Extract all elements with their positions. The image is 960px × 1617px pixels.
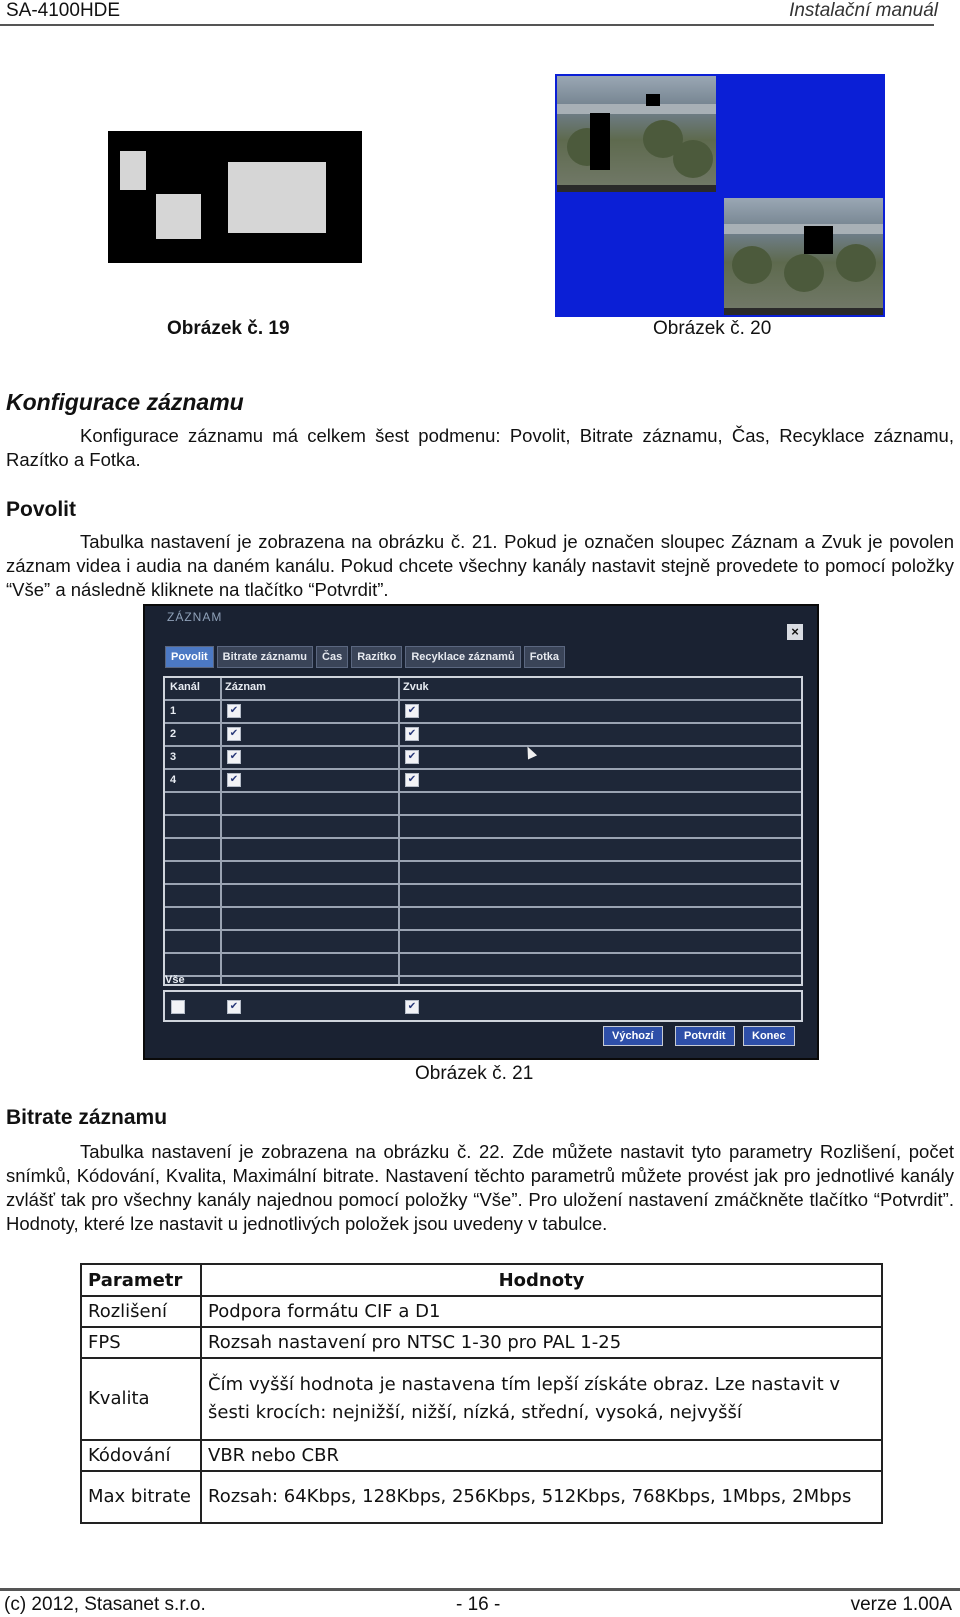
checkbox-record[interactable]: ✔ (227, 750, 241, 764)
checkbox-record[interactable]: ✔ (227, 773, 241, 787)
header-doc-title: Instalační manuál (789, 0, 938, 21)
privacy-mask (646, 94, 660, 106)
table-cell-value: Čím vyšší hodnota je nastavena tím lepší získáte obraz. Lze nastavit v šesti krocích: nejnižší, nižší, nízká, střední, vysoká, nejvyšší (201, 1358, 882, 1440)
table-row (81, 1327, 882, 1358)
section-text-povolit (6, 530, 954, 602)
checkbox-all-channels[interactable] (171, 1000, 185, 1014)
footer-copyright: (c) 2012, Stasanet s.r.o. (4, 1594, 206, 1615)
checkbox-audio[interactable]: ✔ (405, 773, 419, 787)
header-divider (0, 24, 934, 26)
header-model: SA-4100HDE (6, 0, 121, 21)
figure-19-caption: Obrázek č. 19 (167, 318, 290, 339)
dialog-title: ZÁZNAM (167, 610, 223, 624)
column-header-kanal: Kanál (170, 681, 200, 693)
checkbox-audio[interactable]: ✔ (405, 750, 419, 764)
column-header-zaznam: Záznam (225, 681, 266, 693)
channel-number: 3 (170, 751, 177, 763)
section-heading-povolit: Povolit (6, 498, 77, 521)
checkbox-record[interactable]: ✔ (227, 727, 241, 741)
default-button[interactable]: Výchozí (603, 1026, 663, 1046)
section-heading-konfigurace: Konfigurace záznamu (6, 389, 244, 415)
mask-block (228, 162, 326, 233)
checkbox-all-audio[interactable]: ✔ (405, 1000, 419, 1014)
channel-grid (163, 676, 803, 986)
table-header-hodnoty: Hodnoty (201, 1264, 882, 1296)
table-row (81, 1440, 882, 1471)
tab-razitko[interactable]: Razítko (351, 646, 402, 668)
section-text-konfigurace (6, 424, 954, 472)
figure-20-caption: Obrázek č. 20 (653, 318, 772, 339)
figure-21-caption: Obrázek č. 21 (415, 1063, 534, 1084)
table-row (81, 1471, 882, 1523)
privacy-mask (590, 113, 610, 170)
confirm-button[interactable]: Potvrdit (675, 1026, 735, 1046)
footer-divider (0, 1588, 960, 1591)
checkbox-audio[interactable]: ✔ (405, 704, 419, 718)
checkbox-audio[interactable]: ✔ (405, 727, 419, 741)
figure-21-record-dialog (143, 604, 819, 1060)
table-cell-value: VBR nebo CBR (201, 1440, 882, 1471)
tab-bitrate[interactable]: Bitrate záznamu (217, 646, 313, 668)
dialog-tabs (165, 646, 568, 666)
table-cell-value: Rozsah nastavení pro NTSC 1-30 pro PAL 1-25 (201, 1327, 882, 1358)
tab-povolit[interactable]: Povolit (165, 646, 214, 668)
privacy-mask (804, 226, 833, 254)
table-row (81, 1296, 882, 1327)
table-cell-value: Podpora formátu CIF a D1 (201, 1296, 882, 1327)
table-cell-param: Max bitrate (81, 1471, 201, 1523)
camera-view-1 (557, 76, 716, 192)
all-row (163, 990, 803, 1022)
figure-19-mask-areas (108, 131, 362, 263)
checkbox-record[interactable]: ✔ (227, 704, 241, 718)
column-header-zvuk: Zvuk (403, 681, 429, 693)
channel-number: 2 (170, 728, 177, 740)
section-heading-bitrate: Bitrate záznamu (6, 1106, 168, 1129)
figure-20-camera-quad (555, 74, 885, 317)
mask-block (156, 194, 201, 239)
close-icon[interactable]: × (787, 624, 803, 640)
table-header-parametr: Parametr (81, 1264, 201, 1296)
mask-block (120, 151, 146, 190)
table-row (81, 1358, 882, 1440)
exit-button[interactable]: Konec (743, 1026, 795, 1046)
table-cell-param: Kvalita (81, 1358, 201, 1440)
table-cell-value: Rozsah: 64Kbps, 128Kbps, 256Kbps, 512Kbps, 768Kbps, 1Mbps, 2Mbps (201, 1471, 882, 1523)
camera-view-4 (724, 198, 883, 315)
bitrate-parameter-table (80, 1263, 883, 1524)
tab-recyklace[interactable]: Recyklace záznamů (405, 646, 520, 668)
table-header-row (81, 1264, 882, 1296)
paragraph-text: Konfigurace záznamu má celkem šest podmenu: Povolit, Bitrate záznamu, Čas, Recyklace záznamu, Razítko a Fotka. (6, 425, 954, 470)
paragraph-text: Tabulka nastavení je zobrazena na obrázku č. 22. Zde můžete nastavit tyto parametry Rozlišení, počet snímků, Kódování, Kvalita, Maximální bitrate. Nastavení těchto parametrů můžete provést jak pro jednotlivé kanály zvlášť tak pro všechny kanály najednou pomocí položky “Vše”. Pro uložení nastavení zmáčkněte tlačítko “Potvrdit”. Hodnoty, které lze nastavit u jednotlivých položek jsou uvedeny v tabulce. (6, 1141, 954, 1234)
channel-number: 1 (170, 705, 177, 717)
footer-version: verze 1.00A (850, 1594, 952, 1615)
all-label: Vše (165, 974, 185, 986)
table-cell-param: Kódování (81, 1440, 201, 1471)
mouse-cursor-icon (523, 744, 537, 759)
section-text-bitrate (6, 1140, 954, 1236)
channel-number: 4 (170, 774, 177, 786)
tab-fotka[interactable]: Fotka (524, 646, 565, 668)
table-cell-param: FPS (81, 1327, 201, 1358)
table-cell-param: Rozlišení (81, 1296, 201, 1327)
tab-cas[interactable]: Čas (316, 646, 348, 668)
checkbox-all-record[interactable]: ✔ (227, 1000, 241, 1014)
paragraph-text: Tabulka nastavení je zobrazena na obrázku č. 21. Pokud je označen sloupec Záznam a Zvuk je povolen záznam videa i audia na daném kanálu. Pokud chcete všechny kanály nastavit stejně provedete to pomocí položky “Vše” a následně kliknete na tlačítko “Potvrdit”. (6, 531, 954, 600)
footer-page-number: - 16 - (456, 1594, 501, 1615)
